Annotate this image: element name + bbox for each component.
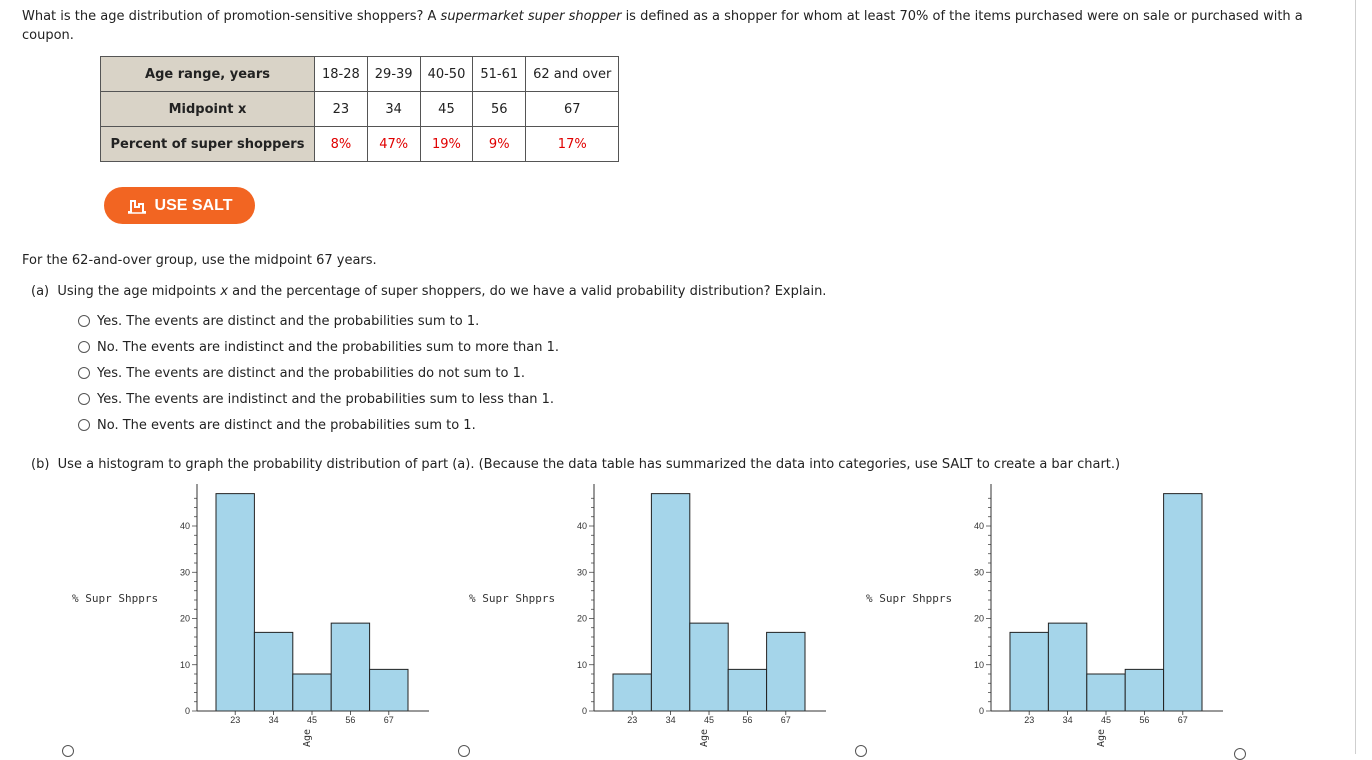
question-prefix: What is the age distribution of promotion-sensitive shoppers? A [22, 9, 441, 24]
x-tick-label: 23 [1024, 715, 1035, 725]
histogram-chart-2 [467, 484, 837, 753]
row-header-percent: Percent of super shoppers [101, 127, 315, 162]
row-header-midpoint: Midpoint x [101, 92, 315, 127]
y-tick-label: 20 [576, 613, 587, 624]
instruction-note: For the 62-and-over group, use the midpoint 67 years. [22, 253, 377, 268]
option-1[interactable]: No. The events are indistinct and the probabilities sum to more than 1. [78, 334, 559, 360]
x-tick-label: 56 [345, 715, 356, 725]
chart-4-radio[interactable] [1234, 748, 1246, 760]
part-a-prompt: (a) Using the age midpoints x and the percentage of super shoppers, do we have a valid probability distribution? Explain. [31, 284, 827, 299]
part-b-label: (b) [31, 457, 50, 472]
table-cell: 67 [526, 92, 619, 127]
x-tick-label: 67 [1177, 715, 1188, 725]
y-tick-label: 40 [179, 521, 190, 531]
table-row-percents [101, 127, 619, 162]
x-tick-label: 34 [1062, 715, 1073, 725]
y-tick-label: 0 [978, 706, 984, 716]
x-tick-label: 56 [1139, 715, 1150, 725]
y-axis-label: % Supr Shpprs [72, 592, 159, 605]
x-tick-label: 56 [742, 715, 753, 725]
x-axis-label: Age [302, 728, 313, 747]
table-cell: 18-28 [315, 57, 368, 92]
chart-svg [70, 484, 440, 749]
table-cell: 9% [473, 127, 526, 162]
table-cell: 23 [315, 92, 368, 127]
part-a-label: (a) [31, 284, 50, 299]
y-tick-label: 40 [576, 521, 587, 531]
x-tick-label: 45 [1100, 715, 1112, 725]
chart-1-radio[interactable] [62, 745, 74, 757]
y-tick-label: 30 [973, 567, 984, 578]
table-cell: 45 [420, 92, 473, 127]
y-tick-label: 10 [973, 659, 984, 670]
y-tick-label: 20 [179, 613, 190, 624]
chart-svg [467, 484, 837, 749]
question-text [22, 7, 1342, 45]
y-tick-label: 10 [179, 659, 190, 670]
radio-button[interactable] [78, 419, 90, 431]
chart-bar [651, 494, 689, 711]
table-cell: 47% [367, 127, 420, 162]
table-cell: 8% [315, 127, 368, 162]
x-tick-label: 67 [780, 715, 791, 725]
chart-bar [1164, 494, 1202, 711]
table-cell: 34 [367, 92, 420, 127]
chart-bar [216, 494, 254, 711]
chart-bar [331, 623, 369, 711]
radio-button[interactable] [78, 341, 90, 353]
radio-button[interactable] [78, 393, 90, 405]
histogram-chart-3 [864, 484, 1234, 753]
chart-bar [613, 674, 651, 711]
x-tick-label: 23 [230, 715, 241, 725]
row-header-age-range: Age range, years [101, 57, 315, 92]
y-tick-label: 0 [184, 706, 190, 716]
chart-3-radio[interactable] [855, 745, 867, 757]
chart-bar [1010, 632, 1048, 711]
chart-bar [1048, 623, 1086, 711]
part-b-prompt: (b) Use a histogram to graph the probability distribution of part (a). (Because the data table has summarized the data into categories, use SALT to create a bar chart.) [31, 457, 1121, 472]
salt-chart-icon [127, 198, 147, 214]
y-axis-label: % Supr Shpprs [469, 592, 556, 605]
chart-bar [728, 669, 766, 711]
table-row-ranges [101, 57, 619, 92]
option-0[interactable]: Yes. The events are distinct and the probabilities sum to 1. [78, 308, 559, 334]
radio-button[interactable] [78, 315, 90, 327]
chart-bar [254, 632, 292, 711]
y-tick-label: 30 [179, 567, 190, 578]
table-cell: 40-50 [420, 57, 473, 92]
x-tick-label: 34 [268, 715, 279, 725]
y-tick-label: 20 [973, 613, 984, 624]
table-row-midpoints [101, 92, 619, 127]
table-cell: 62 and over [526, 57, 619, 92]
y-tick-label: 30 [576, 567, 587, 578]
y-axis-label: % Supr Shpprs [866, 592, 953, 605]
part-a-options [78, 308, 559, 438]
table-cell: 51-61 [473, 57, 526, 92]
y-tick-label: 40 [973, 521, 984, 531]
data-table [100, 56, 619, 162]
option-3[interactable]: Yes. The events are indistinct and the probabilities sum to less than 1. [78, 386, 559, 412]
table-cell: 17% [526, 127, 619, 162]
chart-2-radio[interactable] [458, 745, 470, 757]
x-tick-label: 45 [306, 715, 318, 725]
chart-bar [690, 623, 728, 711]
x-axis-label: Age [1096, 728, 1107, 747]
x-tick-label: 67 [383, 715, 394, 725]
radio-button[interactable] [78, 367, 90, 379]
x-axis-label: Age [699, 728, 710, 747]
option-4[interactable]: No. The events are distinct and the probabilities sum to 1. [78, 412, 559, 438]
option-2[interactable]: Yes. The events are distinct and the probabilities do not sum to 1. [78, 360, 559, 386]
chart-bar [1125, 669, 1163, 711]
chart-svg [864, 484, 1234, 749]
chart-bar [1087, 674, 1125, 711]
table-cell: 29-39 [367, 57, 420, 92]
question-suffix: is defined as a shopper for whom at least 70% of the items purchased were on sale or purchased with a coupon. [22, 9, 1303, 43]
y-tick-label: 0 [581, 706, 587, 716]
question-term: supermarket super shopper [440, 9, 622, 24]
chart-bar [767, 632, 805, 711]
chart-bar [293, 674, 331, 711]
use-salt-label: USE SALT [154, 196, 233, 214]
y-tick-label: 10 [576, 659, 587, 670]
use-salt-button[interactable] [104, 187, 255, 224]
table-cell: 56 [473, 92, 526, 127]
table-cell: 19% [420, 127, 473, 162]
histogram-chart-1 [70, 484, 440, 753]
x-tick-label: 23 [627, 715, 638, 725]
x-tick-label: 34 [665, 715, 676, 725]
x-tick-label: 45 [703, 715, 715, 725]
chart-bar [370, 669, 408, 711]
